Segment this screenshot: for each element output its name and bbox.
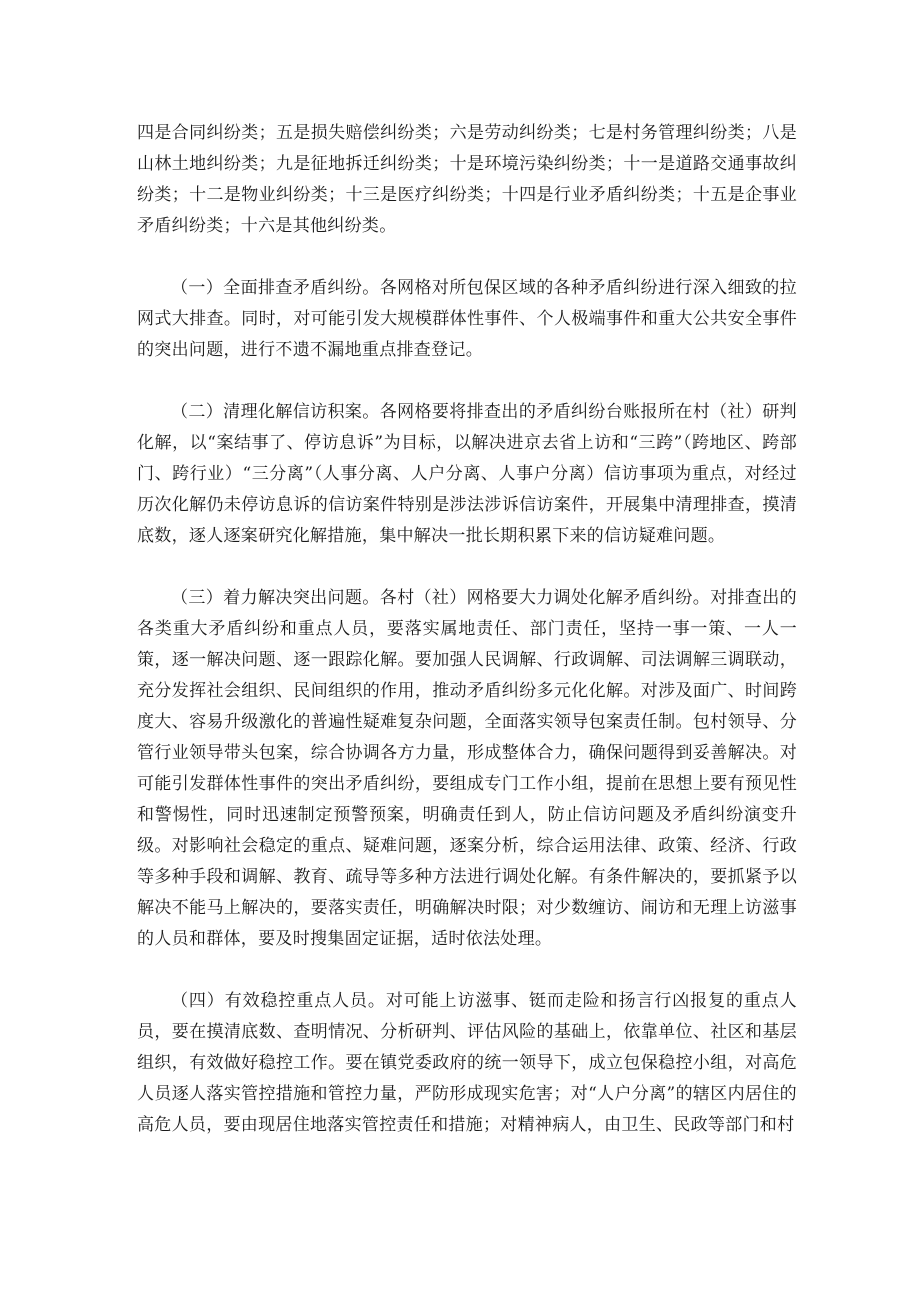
paragraph-dispute-categories: 四是合同纠纷类；五是损失赔偿纠纷类；六是劳动纠纷类；七是村务管理纠纷类；八是山林土地纠纷类；九是征地拆迁纠纷类；十是环境污染纠纷类；十一是道路交通事故纠纷类；十二是物业纠纷类；十三是医疗纠纷类；十四是行业矛盾纠纷类；十五是企事业矛盾纠纷类；十六是其他纠纷类。: [137, 123, 797, 236]
paragraph-section-3: （三）着力解决突出问题。各村（社）网格要大力调处化解矛盾纠纷。对排查出的各类重大矛盾纠纷和重点人员，要落实属地责任、部门责任，坚持一事一策、一人一策，逐一解决问题、逐一跟踪化解。要加强人民调解、行政调解、司法调解三调联动，充分发挥社会组织、民间组织的作用，推动矛盾纠纷多元化化解。对涉及面广、时间跨度大、容易升级激化的普遍性疑难复杂问题，全面落实领导包案责任制。包村领导、分管行业领导带头包案，综合协调各方力量，形成整体合力，确保问题得到妥善解决。对可能引发群体性事件的突出矛盾纠纷，要组成专门工作小组，提前在思想上要有预见性和警惕性，同时迅速制定预警预案，明确责任到人，防止信访问题及矛盾纠纷演变升级。对影响社会稳定的重点、疑难问题，逐案分析，综合运用法律、政策、经济、行政等多种手段和调解、教育、疏导等多种方法进行调处化解。有条件解决的，要抓紧予以解决不能马上解决的，要落实责任，明确解决时限；对少数缠访、闹访和无理上访滋事的人员和群体，要及时搜集固定证据，适时依法处理。: [137, 588, 797, 949]
paragraph-section-4: （四）有效稳控重点人员。对可能上访滋事、铤而走险和扬言行凶报复的重点人员，要在摸清底数、查明情况、分析研判、评估风险的基础上，依靠单位、社区和基层组织，有效做好稳控工作。要在镇党委政府的统一领导下，成立包保稳控小组，对高危人员逐人落实管控措施和管控力量，严防形成现实危害；对“人户分离”的辖区内居住的高危人员，要由现居住地落实管控责任和措施；对精神病人，由卫生、民政等部门和村: [137, 991, 797, 1135]
paragraph-section-2: （二）清理化解信访积案。各网格要将排查出的矛盾纠纷台账报所在村（社）研判化解，以“案结事了、停访息诉”为目标，以解决进京去省上访和“三跨”（跨地区、跨部门、跨行业）“三分离”（人事分离、人户分离、人事户分离）信访事项为重点，对经过历次化解仍未停访息诉的信访案件特别是涉法涉诉信访案件，开展集中清理排查，摸清底数，逐人逐案研究化解措施，集中解决一批长期积累下来的信访疑难问题。: [137, 402, 797, 546]
paragraph-section-1: （一）全面排查矛盾纠纷。各网格对所包保区域的各种矛盾纠纷进行深入细致的拉网式大排查。同时，对可能引发大规模群体性事件、个人极端事件和重大公共安全事件的突出问题，进行不遗不漏地重点排查登记。: [137, 278, 797, 360]
